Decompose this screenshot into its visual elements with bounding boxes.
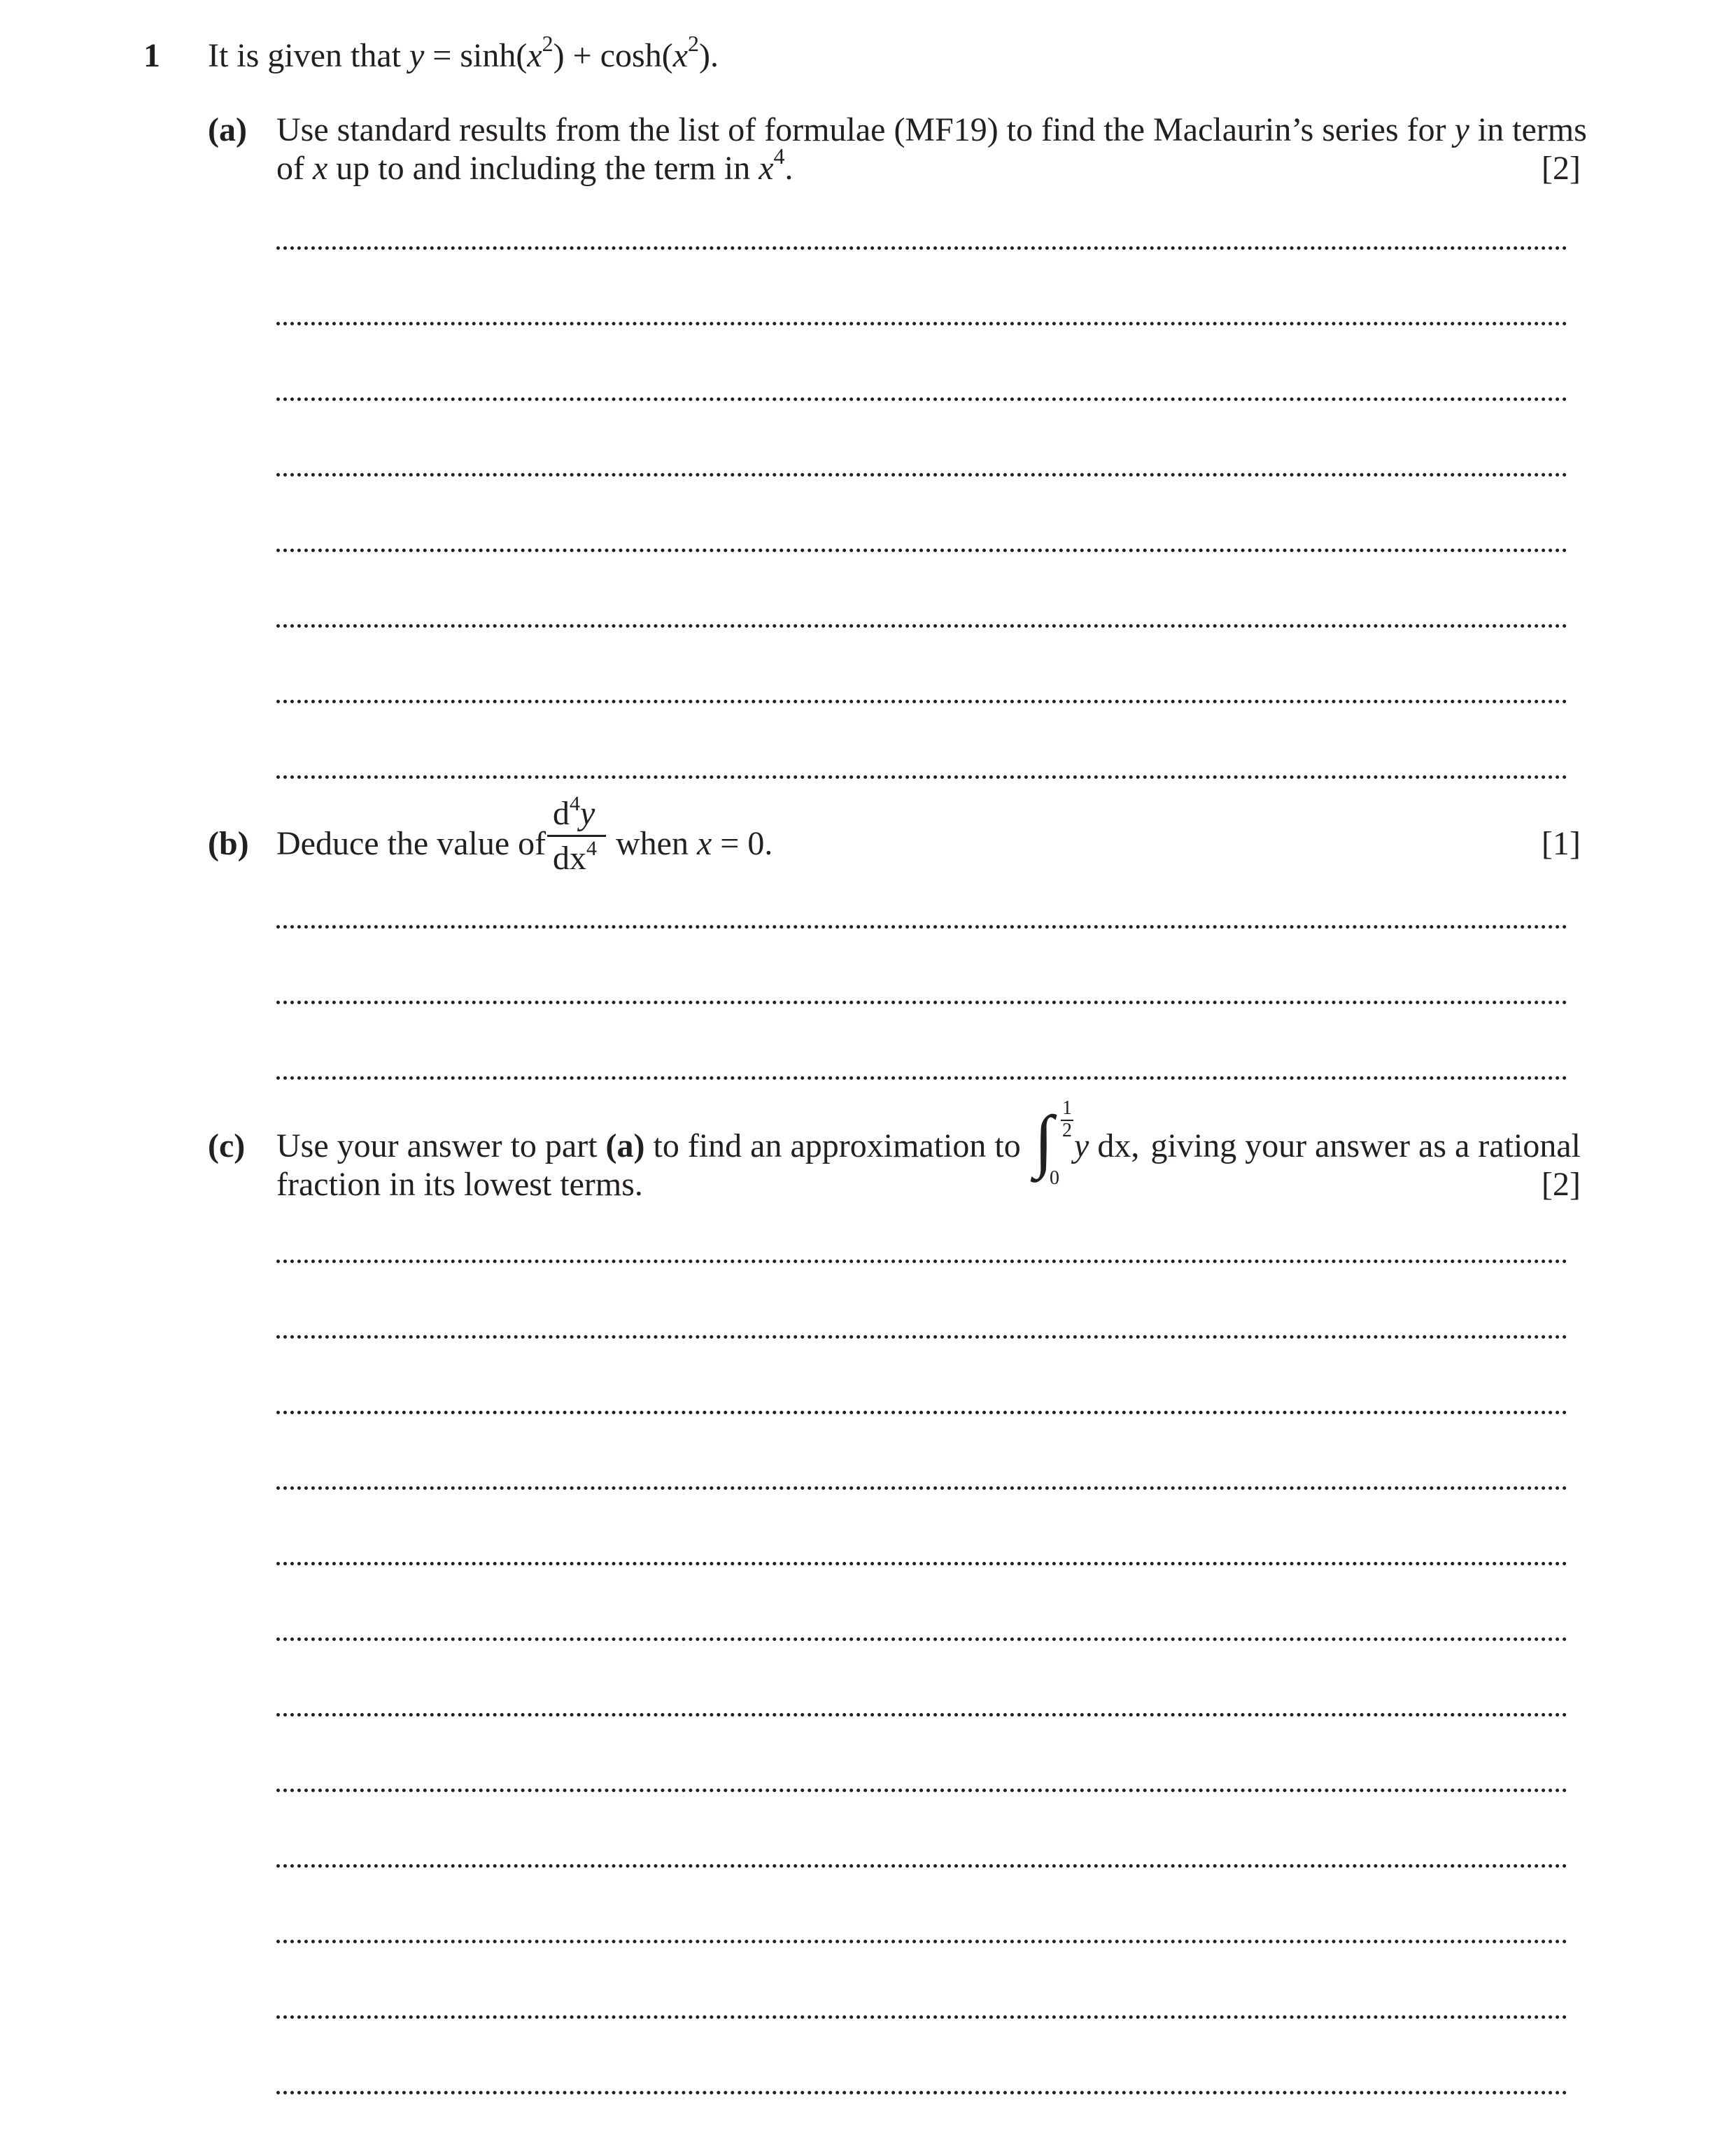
answer-line-a7[interactable] bbox=[276, 700, 1567, 703]
question-number: 1 bbox=[143, 37, 160, 74]
stem-sup-1: 2 bbox=[542, 31, 553, 56]
part-c-text-b: to find an approximation to bbox=[653, 1127, 1021, 1164]
answer-line-c7[interactable] bbox=[276, 1713, 1567, 1717]
part-a-of: of bbox=[276, 150, 304, 187]
derivative-fraction bbox=[546, 794, 609, 885]
answer-line-c3[interactable] bbox=[276, 1411, 1567, 1414]
answer-line-c2[interactable] bbox=[276, 1335, 1567, 1339]
num-d: d bbox=[553, 795, 570, 832]
derivative-denominator bbox=[553, 839, 597, 878]
part-b-text-end bbox=[616, 824, 772, 863]
stem-var-x1: x bbox=[527, 37, 542, 74]
part-b-when: when bbox=[616, 825, 689, 862]
answer-line-a6[interactable] bbox=[276, 624, 1567, 628]
question-stem: It is given that $y = \sinh(x^2) + \cosh(x^2)$. bbox=[208, 31, 719, 74]
answer-line-c4[interactable] bbox=[276, 1486, 1567, 1490]
stem-prefix: It is given that bbox=[208, 37, 401, 74]
part-a-line1-text: Use standard results from the list of formulae (MF19) to find the Maclaurin’s series for bbox=[276, 111, 1446, 148]
part-c-line2: fraction in its lowest terms. bbox=[276, 1166, 643, 1203]
part-a-var-x: x bbox=[312, 150, 328, 187]
part-c-label: (c) bbox=[208, 1127, 246, 1164]
part-b-value: = 0. bbox=[720, 825, 773, 862]
answer-line-a8[interactable] bbox=[276, 775, 1567, 779]
part-b-text-start: Deduce the value of bbox=[276, 825, 546, 862]
answer-line-b3[interactable] bbox=[276, 1076, 1567, 1080]
answer-line-a5[interactable] bbox=[276, 549, 1567, 552]
part-c-text-a: Use your answer to part bbox=[276, 1127, 598, 1164]
stem-sup-2: 2 bbox=[688, 31, 699, 56]
answer-line-c1[interactable] bbox=[276, 1260, 1567, 1263]
num-sup: 4 bbox=[570, 792, 580, 815]
answer-line-c5[interactable] bbox=[276, 1562, 1567, 1565]
stem-end: ). bbox=[699, 37, 719, 74]
answer-line-c8[interactable] bbox=[276, 1789, 1567, 1792]
num-y: y bbox=[580, 795, 595, 832]
part-c-mark: [2] bbox=[1541, 1166, 1581, 1203]
answer-line-c6[interactable] bbox=[276, 1637, 1567, 1641]
part-b-label: (b) bbox=[208, 825, 249, 862]
integrand-y: y bbox=[1074, 1127, 1089, 1164]
part-a-line2-mid: up to and including the term in bbox=[336, 150, 751, 187]
part-a-var-y: y bbox=[1454, 111, 1469, 148]
stem-sinh: = sinh bbox=[432, 37, 516, 74]
part-a-label: (a) bbox=[208, 111, 247, 148]
stem-var-y: y bbox=[409, 37, 425, 74]
integral-lower: 0 bbox=[1050, 1167, 1059, 1189]
integral-upper-num: 1 bbox=[1062, 1097, 1072, 1119]
part-b-var-x: x bbox=[696, 825, 712, 862]
integral-upper-den: 2 bbox=[1062, 1120, 1072, 1141]
answer-line-c9[interactable] bbox=[276, 1864, 1567, 1868]
part-c-line1-start bbox=[276, 1127, 1021, 1165]
part-a-line1 bbox=[276, 111, 1587, 149]
stem-var-x2: x bbox=[672, 37, 688, 74]
integral-sign-icon: ∫ bbox=[1034, 1101, 1054, 1179]
integrand-dx: dx, bbox=[1097, 1127, 1140, 1164]
part-a-period: . bbox=[784, 150, 793, 187]
answer-line-c10[interactable] bbox=[276, 1940, 1567, 1943]
answer-line-a3[interactable] bbox=[276, 397, 1567, 401]
part-c-line1-end: giving your answer as a rational bbox=[1150, 1127, 1581, 1164]
den-dx: dx bbox=[553, 840, 586, 877]
answer-line-b1[interactable] bbox=[276, 925, 1567, 929]
part-b-mark: [1] bbox=[1541, 825, 1581, 862]
part-a-line1-end: in terms bbox=[1477, 111, 1587, 148]
part-a-mark: [2] bbox=[1541, 150, 1581, 187]
stem-cosh: + cosh bbox=[572, 37, 662, 74]
answer-line-a4[interactable] bbox=[276, 473, 1567, 477]
answer-line-a2[interactable] bbox=[276, 322, 1567, 325]
derivative-numerator bbox=[553, 794, 595, 833]
part-a-sup: 4 bbox=[773, 143, 785, 169]
part-a-var-x2: x bbox=[758, 150, 774, 187]
answer-line-c12[interactable] bbox=[276, 2091, 1567, 2094]
part-a-line2 bbox=[276, 143, 793, 188]
answer-line-b2[interactable] bbox=[276, 1001, 1567, 1004]
answer-line-a1[interactable] bbox=[276, 246, 1567, 250]
part-c-integrand bbox=[1074, 1127, 1139, 1165]
den-sup: 4 bbox=[586, 837, 597, 860]
answer-line-c11[interactable] bbox=[276, 2015, 1567, 2019]
fraction-bar bbox=[547, 835, 606, 837]
part-c-ref: (a) bbox=[605, 1127, 645, 1164]
